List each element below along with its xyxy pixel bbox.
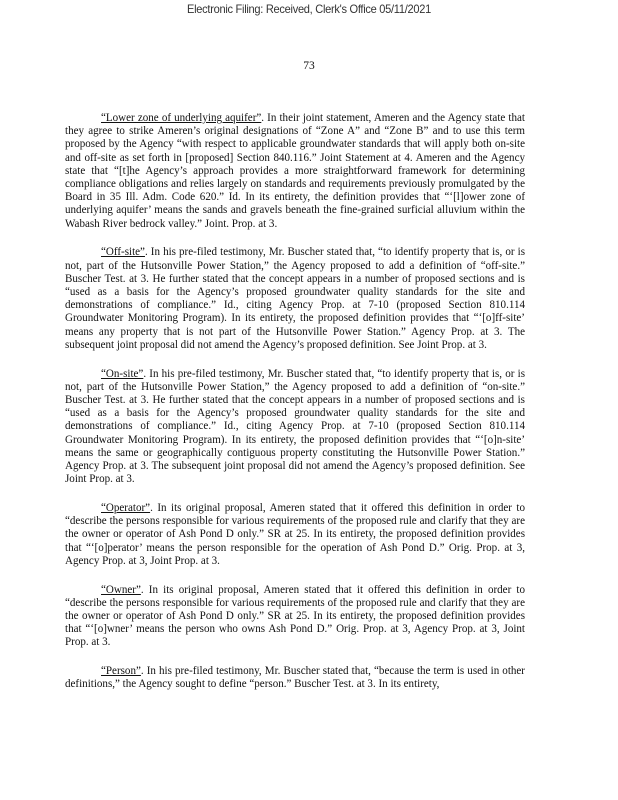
defined-term: “On-site”: [101, 367, 144, 380]
paragraph-text: . In his pre-filed testimony, Mr. Buscher stated that, “to identify property that is, or is not, part of the Hutsonville Power Station,” the Agency proposed to add a definition of “off-site.” Buscher Test. at 3. He further stated that the concept appears in a number of proposed sections and is “used as a basis for the Agency’s proposed groundwater quality standards for the site and demonstrations of compliance.” Id., citing Agency Prop. at 7-10 (proposed Section 810.114 Groundwater Monitoring Program). In its entirety, the proposed definition provides that “‘[o]ff-site’ means any property that is not part of the Hutsonville Power Station.” Agency Prop. at 3. The subsequent joint proposal did not amend the Agency’s proposed definition. See Joint Prop. at 3.: [65, 246, 525, 351]
filing-stamp: Electronic Filing: Received, Clerk's Office 05/11/2021: [187, 2, 431, 16]
document-body: [65, 112, 525, 707]
definition-paragraph-person: [65, 665, 525, 691]
paragraph-text: . In his pre-filed testimony, Mr. Buscher stated that, “because the term is used in other definitions,” the Agency sought to define “person.” Buscher Test. at 3. In its entirety,: [65, 665, 525, 691]
defined-term: “Off-site”: [101, 246, 145, 259]
definition-paragraph-lower-zone: [65, 112, 525, 231]
definition-paragraph-off-site: [65, 246, 525, 352]
paragraph-text: . In its original proposal, Ameren stated that it offered this definition in order to “describe the persons responsible for various requirements of the proposed rule and clarify that they are the owner or operator of Ash Pond D only.” SR at 25. In its entirety, the proposed definition provides that “‘[o]wner’ means the person who owns Ash Pond D.” Orig. Prop. at 3, Agency Prop. at 3, Joint Prop. at 3.: [65, 583, 525, 649]
definition-paragraph-owner: [65, 584, 525, 650]
definition-paragraph-operator: [65, 502, 525, 568]
defined-term: “Person”: [101, 665, 141, 678]
paragraph-text: . In their joint statement, Ameren and the Agency state that they agree to strike Ameren’s original designations of “Zone A” and “Zone B” and to use this term proposed by the Agency “with respect to applicable groundwater standards that will apply both on-site and off-site as set forth in [proposed] Section 840.116.” Joint Statement at 4. Ameren and the Agency state that “[t]he Agency’s approach provides a more straightforward framework for determining compliance obligations and relies largely on standards and requirements previously promulgated by the Board in 35 Ill. Adm. Code 620.” Id. In its entirety, the definition provides that “‘[l]ower zone of underlying aquifer’ means the sands and gravels beneath the fine-grained surficial alluvium within the Wabash River bedrock valley.” Joint. Prop. at 3.: [65, 112, 525, 230]
paragraph-text: . In his pre-filed testimony, Mr. Buscher stated that, “to identify property that is, or is not, part of the Hutsonville Power Station,” the Agency proposed to add a definition of “on-site.” Buscher Test. at 3. He further stated that the concept appears in a number of proposed sections and is “used as a basis for the Agency’s proposed groundwater quality standards for the site and demonstrations of compliance.” Id., citing Agency Prop. at 7-10 (proposed Section 810.114 Groundwater Monitoring Program). In its entirety, the proposed definition provides that “‘[o]n-site’ means the same or geographically contiguous property constituting the Hutsonville Power Station.” Agency Prop. at 3. The subsequent joint proposal did not amend the Agency’s proposed definition. See Joint Prop. at 3.: [65, 367, 525, 486]
page-number: 73: [303, 60, 315, 72]
definition-paragraph-on-site: [65, 368, 525, 487]
defined-term: “Lower zone of underlying aquifer”: [101, 112, 262, 124]
paragraph-text: . In its original proposal, Ameren stated that it offered this definition in order to “describe the persons responsible for various requirements of the proposed rule and clarify that they are the owner or operator of Ash Pond D only.” SR at 25. In its entirety, the proposed definition provides that “‘[o]perator’ means the person responsible for the operation of Ash Pond D.” Orig. Prop. at 3, Agency Prop. at 3, Joint Prop. at 3.: [65, 502, 525, 567]
defined-term: “Owner”: [101, 583, 141, 596]
defined-term: “Operator”: [101, 502, 151, 515]
